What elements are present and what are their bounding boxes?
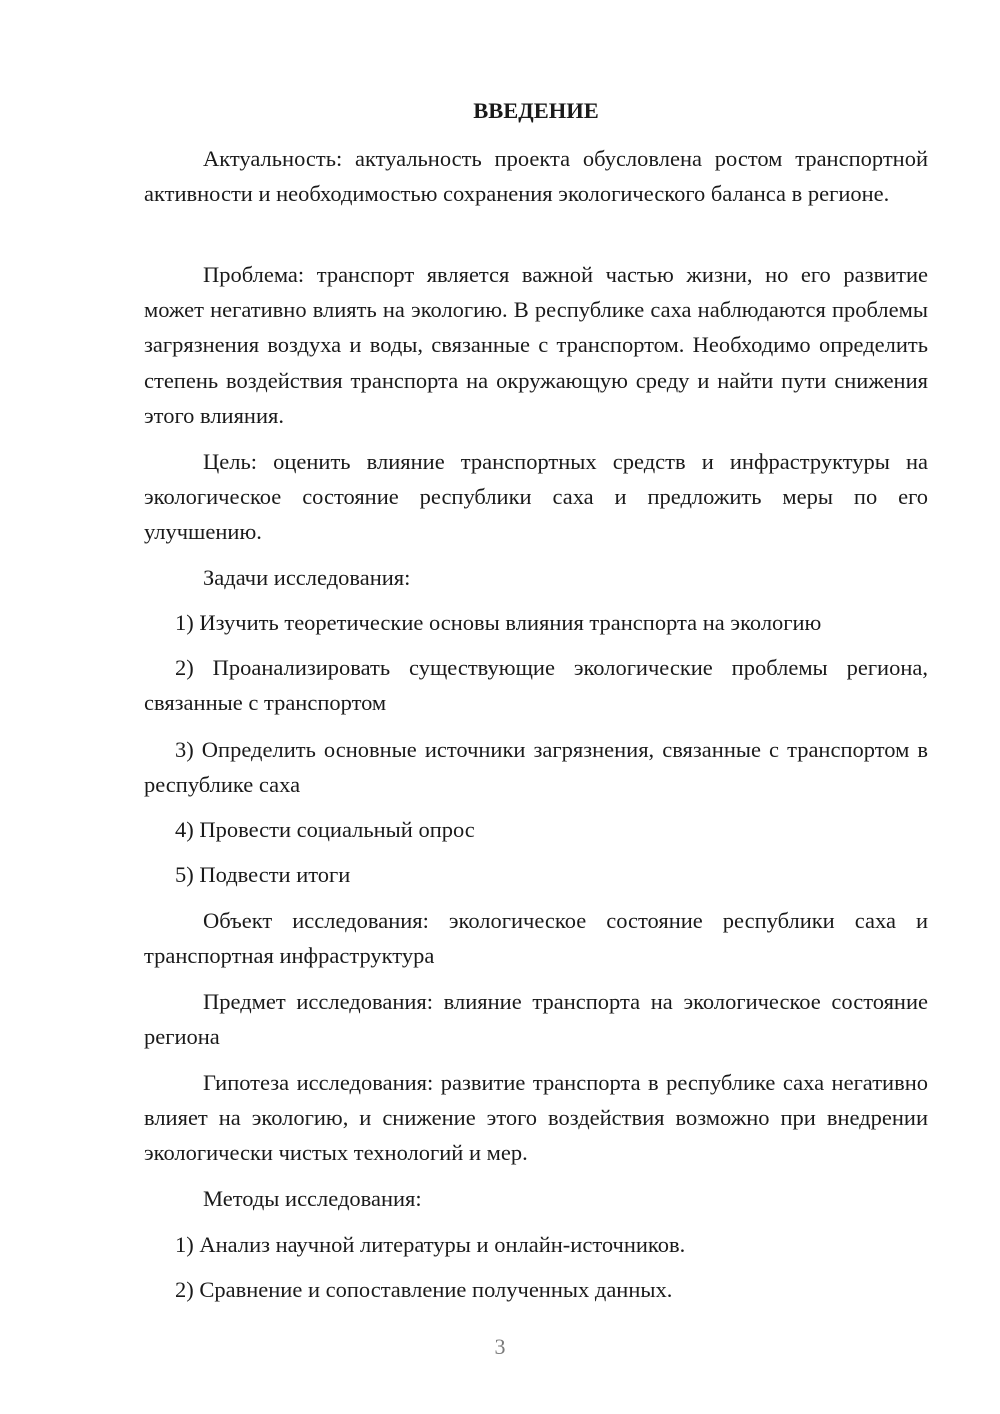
task-item: 2) Проанализировать существующие экологические проблемы региона, связанные с транспортом [144,655,928,716]
section-title: ВВЕДЕНИЕ [473,98,599,123]
problem-paragraph: Проблема: транспорт является важной частью жизни, но его развитие может негативно влиять на экологию. В республике саха наблюдаются проблемы загрязнения воздуха и воды, связанные с транспортом. Необходимо определить степень воздействия транспорта на окружающую среду и найти пути снижения этого влияния. [144,262,928,428]
subject-paragraph: Предмет исследования: влияние транспорта на экологическое состояние региона [144,989,928,1050]
hypothesis-paragraph: Гипотеза исследования: развитие транспорта в республике саха негативно влияет на экологию, и снижение этого воздействия возможно при внедрении экологически чистых технологий и мер. [144,1070,928,1166]
task-item: 5) Подвести итоги [175,862,351,887]
method-item: 1) Анализ научной литературы и онлайн-источников. [175,1232,686,1257]
page-number: 3 [494,1334,506,1359]
relevance-paragraph: Актуальность: актуальность проекта обусловлена ростом транспортной активности и необходимостью сохранения экологического баланса в регионе. [144,146,928,207]
task-item: 1) Изучить теоретические основы влияния транспорта на экологию [175,610,822,635]
methods-heading: Методы исследования: [203,1186,422,1211]
task-item: 3) Определить основные источники загрязнения, связанные с транспортом в республике саха [144,737,928,798]
method-item: 2) Сравнение и сопоставление полученных данных. [175,1277,673,1302]
object-paragraph: Объект исследования: экологическое состояние республики саха и транспортная инфраструктура [144,908,928,969]
goal-paragraph: Цель: оценить влияние транспортных средств и инфраструктуры на экологическое состояние республики саха и предложить меры по его улучшению. [144,449,928,545]
task-item: 4) Провести социальный опрос [175,817,475,842]
tasks-heading: Задачи исследования: [203,565,411,590]
